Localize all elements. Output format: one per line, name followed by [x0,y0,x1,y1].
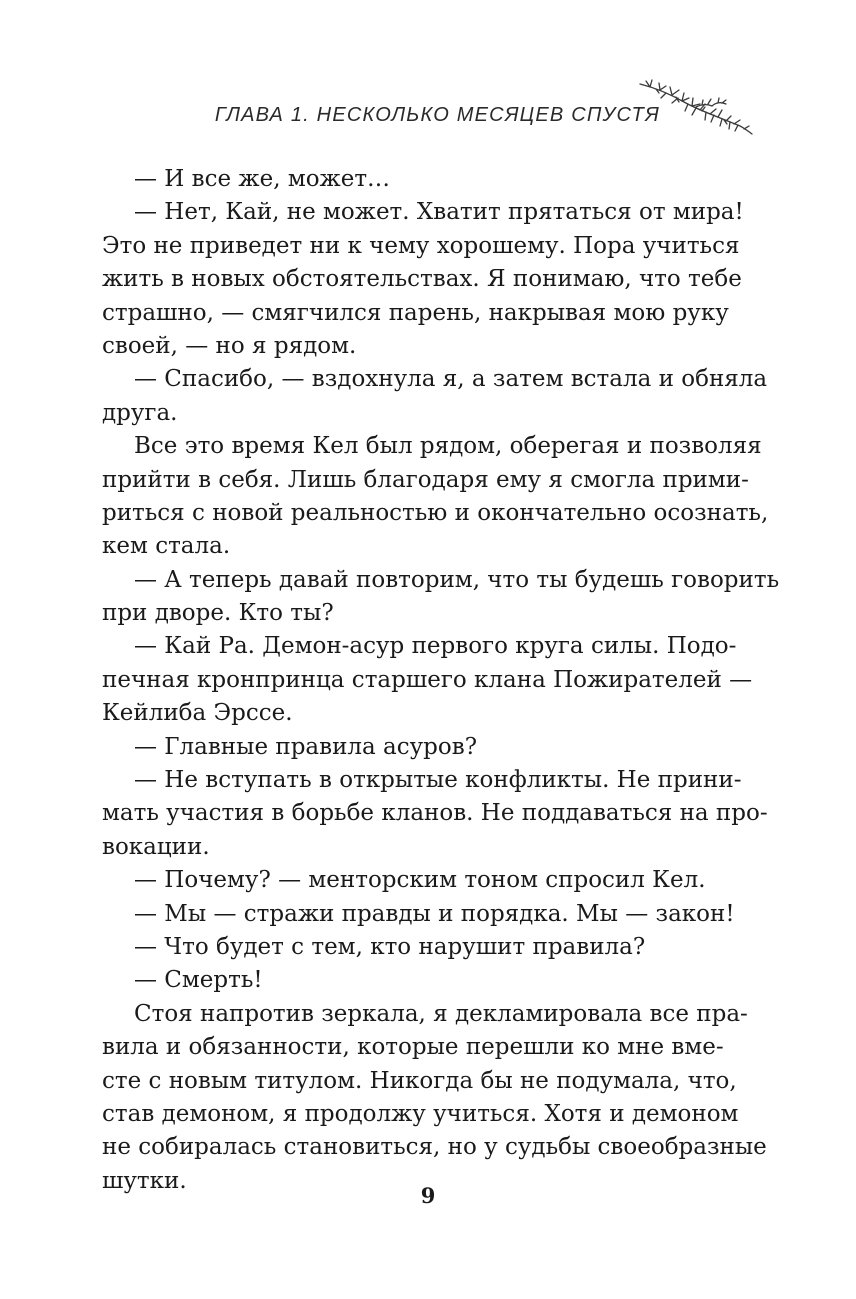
text-line: мать участия в борьбе кланов. Не поддаваться на про- [102,800,768,827]
thorny-branch-icon [636,74,754,136]
text-line: Кейлиба Эрссе. [102,700,293,727]
text-line: — Мы — стражи правды и порядка. Мы — закон! [134,900,735,927]
text-line: — Нет, Кай, не может. Хватит прятаться от мира! [134,199,744,226]
text-line: не собиралась становиться, но у судьбы своеобразные [102,1134,767,1161]
body-text [102,163,780,1198]
text-line: Стоя напротив зеркала, я декламировала все пра- [134,1000,748,1027]
text-line: — Что будет с тем, кто нарушит правила? [134,933,646,960]
text-line: жить в новых обстоятельствах. Я понимаю, что тебе [102,266,742,293]
text-line: — Смерть! [134,967,263,994]
text-line: став демоном, я продолжу учиться. Хотя и демоном [102,1100,739,1127]
text-line: — Спасибо, — вздохнула я, а затем встала и обняла [134,366,768,393]
text-line: риться с новой реальностью и окончательно осознать, [102,499,769,526]
text-line: печная кронпринца старшего клана Пожирателей — [102,666,753,693]
text-line: Это не приведет ни к чему хорошему. Пора учиться [102,232,740,259]
text-line: — А теперь давай повторим, что ты будешь говорить [134,566,780,593]
text-line: — Главные правила асуров? [134,733,478,760]
text-line: вокации. [102,833,210,860]
text-line: страшно, — смягчился парень, накрывая мою руку [102,299,729,326]
text-line: — Почему? — менторским тоном спросил Кел. [134,867,706,894]
page-number: 9 [420,1183,436,1208]
text-line: при дворе. Кто ты? [102,600,334,627]
text-line: кем стала. [102,533,231,560]
text-line: друга. [102,399,178,426]
text-line: — И все же, может… [134,166,391,192]
text-line: вила и обязанности, которые перешли ко мне вме- [102,1034,724,1061]
text-line: Все это время Кел был рядом, оберегая и позволяя [134,433,762,460]
running-head: ГЛАВА 1. НЕСКОЛЬКО МЕСЯЦЕВ СПУСТЯ [214,104,660,126]
text-line: своей, — но я рядом. [102,332,357,359]
text-line: прийти в себя. Лишь благодаря ему я смогла прими- [102,466,749,493]
text-line: — Кай Ра. Демон-асур первого круга силы. Подо- [134,633,737,660]
text-line: шутки. [102,1167,187,1194]
text-line: сте с новым титулом. Никогда бы не подумала, что, [102,1067,737,1094]
text-line: — Не вступать в открытые конфликты. Не прини- [134,767,742,794]
